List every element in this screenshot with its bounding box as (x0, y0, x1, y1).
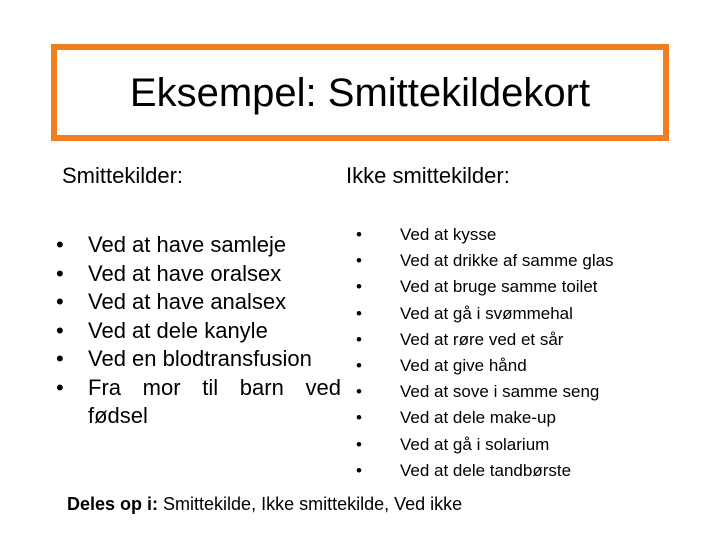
list-item (356, 327, 666, 353)
bullet: • (356, 303, 362, 323)
list-item-text: Ved at sove i samme seng (400, 382, 600, 402)
bullet: • (56, 346, 64, 371)
list-item (356, 353, 666, 379)
list-item (56, 260, 341, 289)
list-item (356, 248, 666, 274)
list-item-text: Ved at kysse (400, 225, 497, 244)
bullet: • (356, 225, 362, 244)
list-item (356, 379, 666, 405)
bullet: • (356, 460, 362, 480)
list-item (56, 231, 341, 260)
list-item-text: Ved at dele tandbørste (400, 460, 572, 480)
list-item-text: Fra mor til barn ved fødsel (88, 374, 341, 428)
left-column-heading: Smittekilder: (62, 163, 184, 188)
bullet: • (356, 434, 362, 454)
list-item-text: Ved at røre ved et sår (400, 329, 564, 349)
list-item (56, 345, 341, 374)
list-item-text: Ved at give hånd (400, 356, 527, 376)
list-item (356, 222, 666, 248)
list-item-text: Ved at dele make-up (400, 408, 556, 428)
bullet: • (56, 374, 64, 400)
list-item (356, 274, 666, 300)
list-item-text: Ved at bruge samme toilet (400, 277, 598, 297)
list-item (56, 317, 341, 346)
list-item-text: Ved at have samleje (88, 232, 287, 257)
list-item (56, 374, 341, 431)
bullet: • (56, 289, 64, 314)
list-item (356, 405, 666, 431)
list-item-text: Ved at have oralsex (88, 260, 282, 286)
list-item-text: Ved at dele kanyle (88, 317, 268, 343)
bullet: • (356, 382, 362, 402)
bullet: • (356, 329, 362, 349)
bullet: • (356, 251, 362, 271)
bullet: • (356, 408, 362, 428)
list-item-text: Ved at gå i svømmehal (400, 303, 573, 323)
bullet: • (56, 260, 64, 286)
title-box (51, 44, 669, 141)
non-infection-sources-list (356, 222, 666, 484)
right-column-heading: Ikke smittekilder: (346, 163, 510, 188)
list-item (356, 432, 666, 458)
page-title: Eksempel: Smittekildekort (129, 70, 591, 115)
footer-instruction (67, 495, 462, 513)
list-item-text: Ved at drikke af samme glas (400, 251, 614, 271)
bullet: • (56, 317, 64, 343)
list-item-text: Ved en blodtransfusion (88, 346, 312, 371)
list-item (56, 288, 341, 317)
bullet: • (356, 277, 362, 297)
bullet: • (356, 356, 362, 376)
infection-sources-list (56, 231, 341, 431)
list-item-text: Ved at have analsex (88, 289, 287, 314)
footer-label: Deles op i: (67, 494, 159, 514)
footer-text: Smittekilde, Ikke smittekilde, Ved ikke (158, 494, 463, 514)
list-item (356, 301, 666, 327)
list-item (356, 458, 666, 484)
list-item-text: Ved at gå i solarium (400, 434, 550, 454)
bullet: • (56, 232, 64, 257)
